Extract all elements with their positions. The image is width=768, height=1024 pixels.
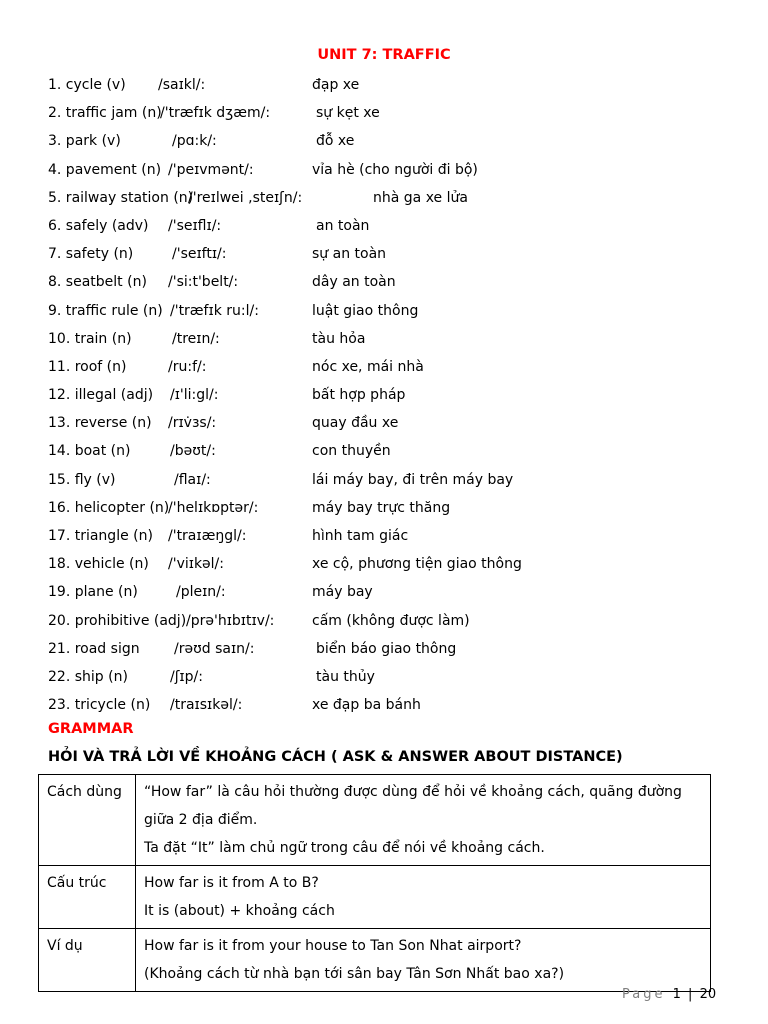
page-separator: | [688,987,693,1002]
vocab-row [48,299,728,327]
vocab-row [48,693,728,721]
vocab-meaning: an toàn [316,217,370,234]
vocab-meaning: luật giao thông [312,302,419,319]
content-line: It is (about) + khoảng cách [144,903,335,919]
vocab-meaning: xe cộ, phương tiện giao thông [312,556,522,573]
vocab-ipa: /'seɪflɪ/: [168,217,222,234]
vocab-ipa: /bəʊt/: [170,443,216,460]
vocab-ipa: /'helɪkɒptər/: [168,499,259,516]
vocab-ipa: /'si:t'belt/: [168,274,239,291]
vocab-word: 3. park (v) [48,133,121,150]
vocab-meaning: vỉa hè (cho người đi bộ) [312,161,478,178]
table-row [39,866,711,929]
row-key: Ví dụ [39,929,136,992]
vocab-meaning: đỗ xe [316,133,355,150]
vocab-ipa: /ru:f/: [168,358,207,375]
vocab-ipa: /ʃɪp/: [170,668,203,685]
vocab-meaning: xe đạp ba bánh [312,697,421,714]
vocab-row [48,637,728,665]
vocab-row [48,73,728,101]
unit-title: UNIT 7: TRAFFIC [317,47,451,63]
vocab-word: 8. seatbelt (n) [48,274,147,291]
vocab-meaning: đạp xe [312,77,360,93]
vocab-word: 19. plane (n) [48,584,138,601]
vocab-meaning: hình tam giác [312,528,409,544]
content-line: (Khoảng cách từ nhà bạn tới sân bay Tân Sơn Nhất bao xa?) [144,966,565,982]
table-row [39,929,711,992]
vocab-ipa: /saɪkl/: [158,77,206,93]
total-pages: 20 [699,987,717,1002]
vocab-word: 2. traffic jam (n) [48,105,162,122]
vocab-ipa: /rəʊd saɪn/: [174,640,255,657]
vocab-meaning: máy bay trực thăng [312,499,451,516]
vocab-row [48,524,728,552]
vocab-row [48,186,728,214]
vocab-row [48,158,728,186]
vocab-meaning: sự kẹt xe [316,105,380,122]
vocab-ipa: /ɪ'li:gl/: [170,387,219,404]
page-label: Page [622,987,666,1002]
vocab-meaning: cấm (không được làm) [312,612,470,629]
vocab-meaning: sự an toàn [312,246,387,263]
vocab-row [48,411,728,439]
vocab-ipa: /'træfɪk ru:l/: [170,302,259,319]
page-footer [622,987,716,1002]
vocab-word: 17. triangle (n) [48,528,153,544]
vocab-ipa: /'træfɪk dʒæm/: [160,105,271,122]
row-key: Cách dùng [39,775,136,866]
grammar-heading: HỎI VÀ TRẢ LỜI VỀ KHOẢNG CÁCH ( ASK & ANSWER ABOUT DISTANCE) [48,749,623,765]
vocab-row [48,468,728,496]
vocab-row [48,242,728,270]
vocab-word: 23. tricycle (n) [48,697,151,714]
vocab-row [48,355,728,383]
vocab-word: 10. train (n) [48,330,132,347]
vocab-meaning: nóc xe, mái nhà [312,358,424,375]
vocab-row [48,327,728,355]
vocab-word: 5. railway station (n) [48,189,194,206]
vocab-ipa: /pɑ:k/: [172,133,217,150]
vocab-word: 6. safely (adv) [48,217,149,234]
vocab-row [48,609,728,637]
vocab-row [48,665,728,693]
vocab-meaning: biển báo giao thông [316,640,457,657]
vocab-word: 1. cycle (v) [48,77,126,93]
vocab-ipa: /'traɪæŋgl/: [168,528,247,544]
vocab-word: 11. roof (n) [48,358,127,375]
vocab-meaning: máy bay [312,584,373,601]
vocab-word: 12. illegal (adj) [48,387,154,404]
vocab-ipa: /traɪsɪkəl/: [170,697,243,714]
vocabulary-list [48,73,728,721]
vocab-word: 14. boat (n) [48,443,131,460]
vocab-row [48,101,728,129]
vocab-row [48,439,728,467]
vocab-word: 15. fly (v) [48,471,116,488]
vocab-row [48,129,728,157]
vocab-meaning: con thuyền [312,443,391,460]
row-content [136,775,711,866]
vocab-meaning: nhà ga xe lửa [373,189,468,206]
vocab-ipa: /pleɪn/: [176,584,226,601]
vocab-ipa: /'seɪftɪ/: [172,246,227,263]
vocab-ipa: /'peɪvmənt/: [168,161,254,178]
content-line: Ta đặt “It” làm chủ ngữ trong câu để nói về khoảng cách. [144,840,545,856]
vocab-meaning: tàu hỏa [312,330,366,347]
vocab-row [48,214,728,242]
vocab-ipa: /'viɪkəl/: [168,556,224,573]
content-line: How far is it from your house to Tan Son Nhat airport? [144,938,522,954]
grammar-table [38,774,711,992]
vocab-row [48,270,728,298]
grammar-label: GRAMMAR [48,721,134,737]
row-content [136,866,711,929]
vocab-meaning: bất hợp pháp [312,387,406,404]
vocab-ipa: /'reɪlwei ,steɪʃn/: [188,189,303,206]
vocab-word: 7. safety (n) [48,246,134,263]
content-line: “How far” là câu hỏi thường được dùng để hỏi về khoảng cách, quãng đường giữa 2 địa điểm. [144,784,682,828]
vocab-row [48,496,728,524]
vocab-row [48,383,728,411]
vocab-ipa: /flaɪ/: [174,471,211,488]
vocab-word: 13. reverse (n) [48,415,152,432]
vocab-ipa: /treɪn/: [172,330,220,347]
row-key: Cấu trúc [39,866,136,929]
table-row [39,775,711,866]
vocab-word: 16. helicopter (n) [48,499,170,516]
vocab-meaning: dây an toàn [312,274,396,291]
vocab-word: 18. vehicle (n) [48,556,149,573]
vocab-ipa: /prə'hɪbɪtɪv/: [186,612,275,629]
content-line: How far is it from A to B? [144,875,319,891]
vocab-word: 21. road sign [48,640,140,657]
vocab-word: 9. traffic rule (n) [48,302,163,319]
vocab-word: 20. prohibitive (adj) [48,612,187,629]
vocab-word: 22. ship (n) [48,668,128,685]
vocab-word: 4. pavement (n) [48,161,162,178]
row-content [136,929,711,992]
vocab-meaning: lái máy bay, đi trên máy bay [312,471,514,488]
page-number: 1 [672,987,681,1002]
vocab-row [48,552,728,580]
vocab-ipa: /rɪv̇ɜs/: [168,415,217,432]
vocab-row [48,580,728,608]
vocab-meaning: quay đầu xe [312,415,399,432]
vocab-meaning: tàu thủy [316,668,375,685]
